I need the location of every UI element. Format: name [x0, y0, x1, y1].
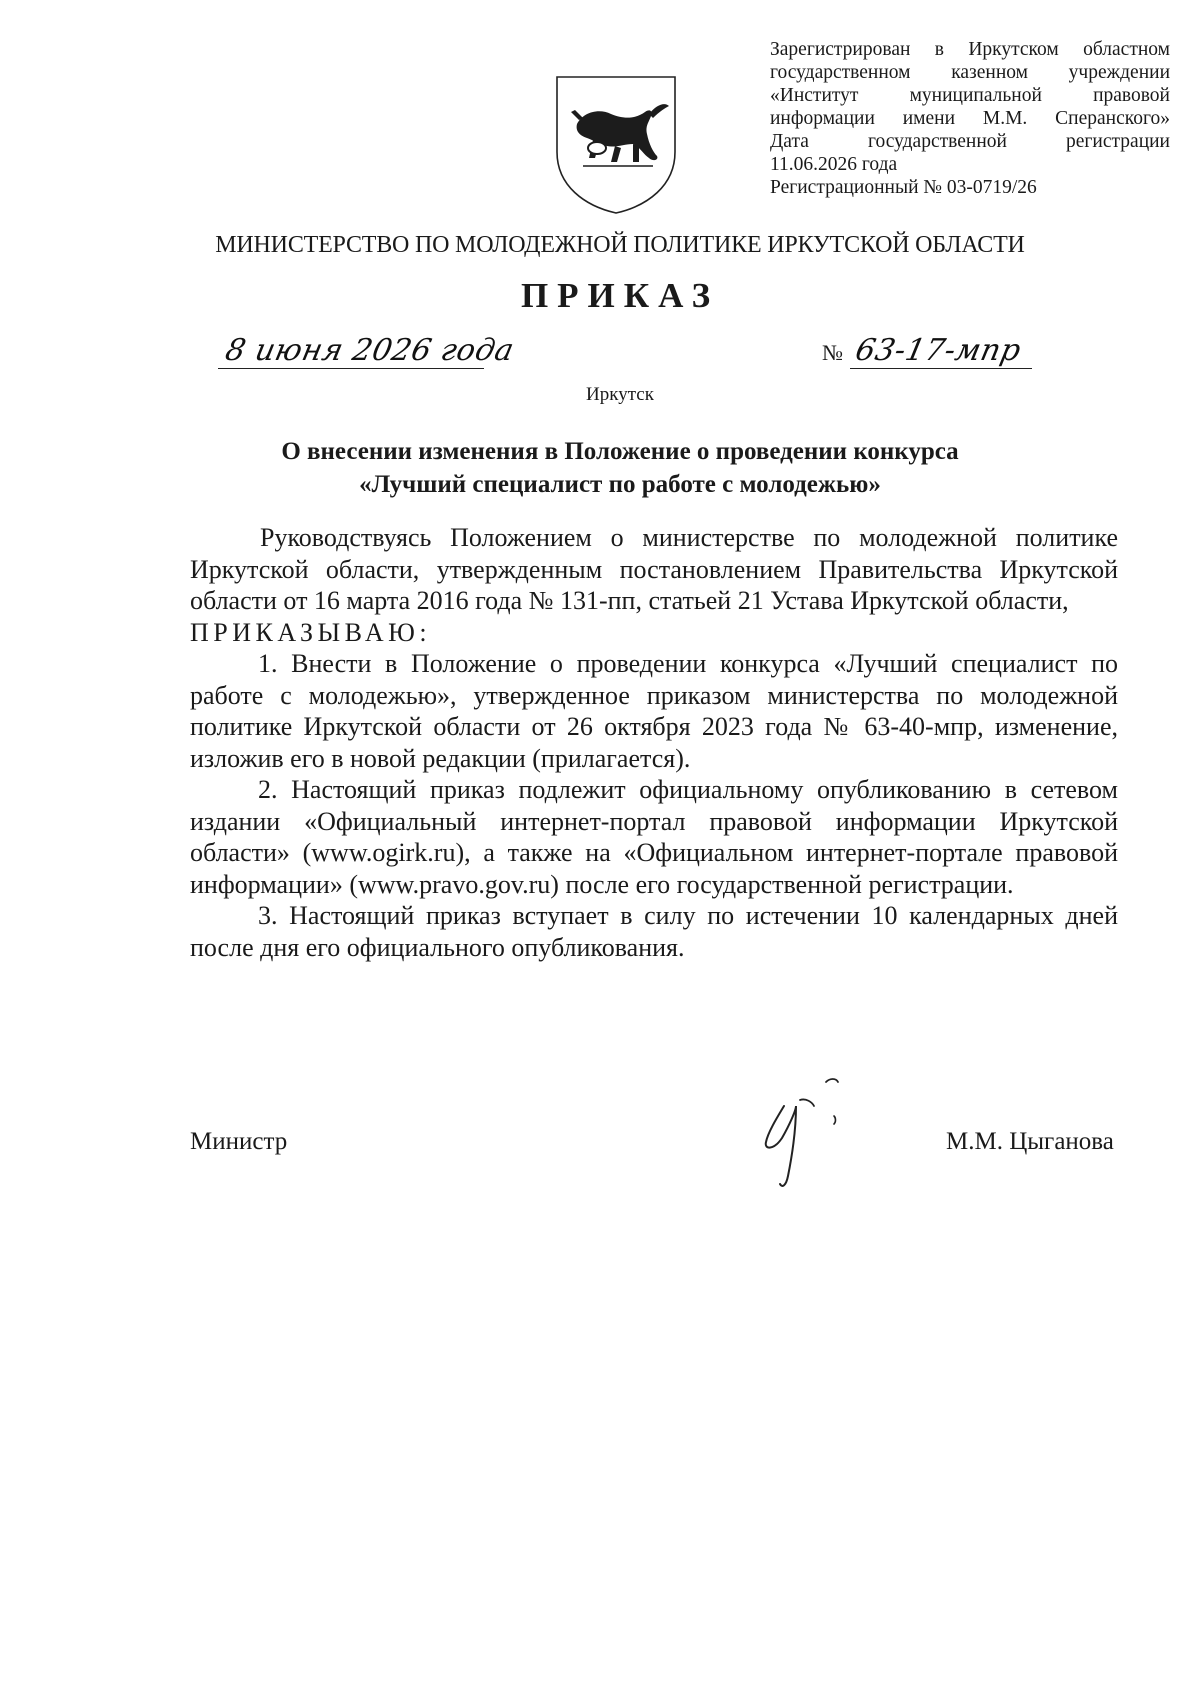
registration-line: информации имени М.М. Сперанского» — [770, 108, 1170, 129]
number-sign: № — [822, 340, 843, 365]
coat-of-arms-emblem — [553, 74, 679, 216]
registration-date: 11.06.2026 года — [770, 154, 898, 175]
city-name: Иркутск — [586, 384, 654, 405]
number-underline — [850, 334, 1032, 369]
ministry-name: МИНИСТЕРСТВО ПО МОЛОДЕЖНОЙ ПОЛИТИКЕ ИРКУТСКОЙ ОБЛАСТИ — [215, 232, 1025, 258]
handwritten-number: 63-17-мпр — [852, 333, 1025, 368]
registration-line: государственном казенном учреждении — [770, 62, 1170, 83]
signatory-name: М.М. Цыганова — [946, 1128, 1114, 1155]
title-line-2: «Лучший специалист по работе с молодежью» — [359, 471, 881, 498]
registration-number: Регистрационный № 03-0719/26 — [770, 177, 1037, 198]
document-body — [190, 522, 1118, 963]
document-number-field — [822, 334, 1032, 368]
order-item-2: 2. Настоящий приказ подлежит официальному опубликованию в сетевом издании «Официальный интернет-портал правовой информации Иркутской области» (www.ogirk.ru), а также на «Официальном интернет-портале правовой информации» (www.pravo.gov.ru) после его государственной регистрации. — [190, 775, 1118, 899]
document-date-field — [218, 333, 518, 369]
registration-stamp — [770, 38, 1170, 199]
preamble-paragraph: Руководствуясь Положением о министерстве по молодежной политике Иркутской области, утвержденным постановлением Правительства Иркутской области от 16 марта 2016 года № 131-пп, статьей 21 Устава Иркутской области, — [190, 523, 1118, 615]
registration-line: Дата государственной регистрации — [770, 131, 1170, 152]
registration-line: «Институт муниципальной правовой — [770, 85, 1170, 106]
document-title — [0, 435, 1200, 501]
handwritten-signature — [756, 1076, 866, 1192]
registration-line: Зарегистрирован в Иркутском областном — [770, 39, 1170, 60]
signatory-title: Министр — [190, 1128, 288, 1155]
order-item-1: 1. Внести в Положение о проведении конкурса «Лучший специалист по работе с молодежью», утвержденное приказом министерства по молодежной политике Иркутской области от 26 октября 2023 года № 63-40-мпр, изменение, изложив его в новой редакции (прилагается). — [190, 649, 1118, 773]
document-type: ПРИКАЗ — [520, 276, 720, 315]
order-word: ПРИКАЗЫВАЮ: — [190, 617, 432, 647]
handwritten-date: 8 июня 2026 года — [222, 333, 518, 368]
order-item-3: 3. Настоящий приказ вступает в силу по истечении 10 календарных дней после дня его официального опубликования. — [190, 901, 1118, 962]
title-line-1: О внесении изменения в Положение о проведении конкурса — [281, 438, 959, 465]
